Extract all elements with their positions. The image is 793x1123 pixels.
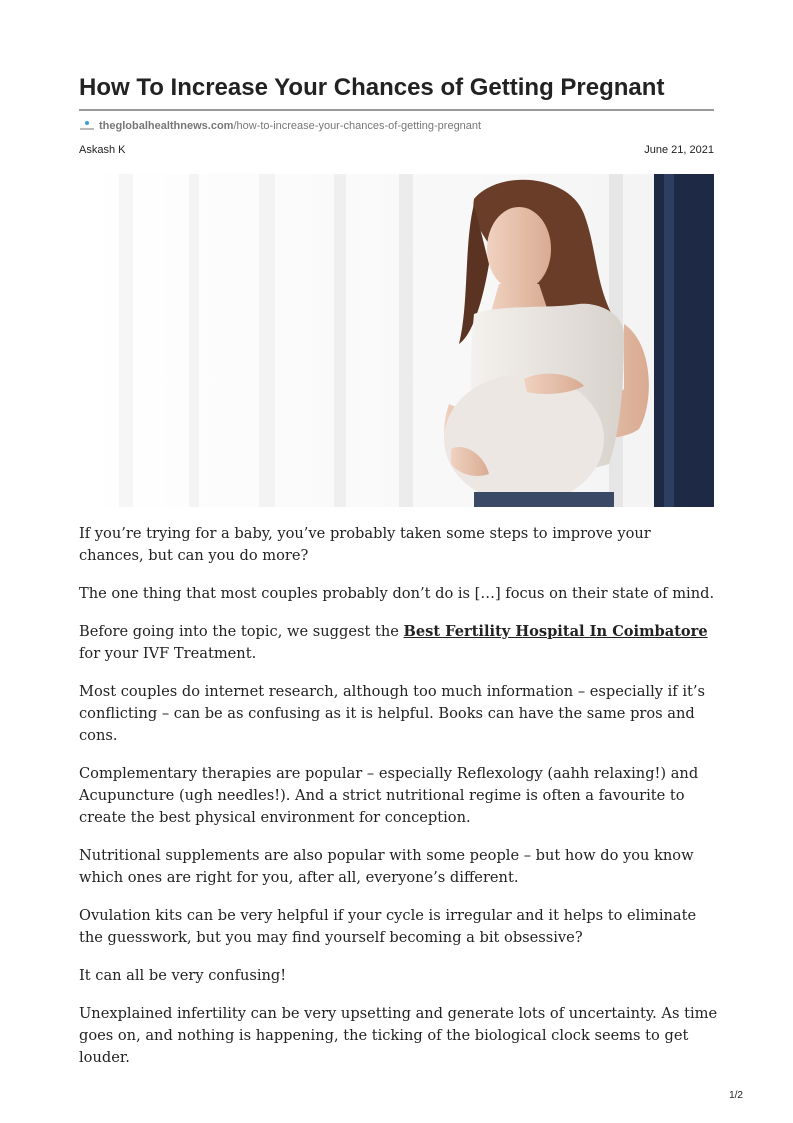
title-divider	[79, 109, 714, 111]
article-author: Askash K	[79, 144, 126, 156]
paragraph-text: for your IVF Treatment.	[79, 645, 257, 662]
site-favicon-icon	[79, 120, 95, 132]
page-title: How To Increase Your Chances of Getting Pregnant	[79, 74, 665, 101]
hero-image	[79, 174, 714, 507]
paragraph	[79, 621, 719, 665]
article-date: June 21, 2021	[644, 144, 714, 156]
source-domain[interactable]: theglobalhealthnews.com	[99, 120, 234, 132]
paragraph: Nutritional supplements are also popular with some people – but how do you know which ones are right for you, after all, everyone’s different.	[79, 847, 694, 886]
paragraph: Unexplained infertility can be very upsetting and generate lots of uncertainty. As time goes on, and nothing is happening, the ticking of the biological clock seems to get louder.	[79, 1005, 718, 1066]
source-line[interactable]	[79, 118, 481, 134]
paragraph: Most couples do internet research, although too much information – especially if it’s conflicting – can be as confusing as it is helpful. Books can have the same pros and cons.	[79, 683, 705, 744]
pregnant-woman-photo-icon	[79, 174, 714, 507]
paragraph-text: Before going into the topic, we suggest the	[79, 623, 404, 640]
source-path[interactable]: /how-to-increase-your-chances-of-getting-pregnant	[233, 120, 482, 132]
paragraph: It can all be very confusing!	[79, 967, 287, 984]
paragraph: The one thing that most couples probably don’t do is […] focus on their state of mind.	[79, 585, 715, 602]
fertility-hospital-link[interactable]: Best Fertility Hospital In Coimbatore	[403, 623, 708, 640]
article-body	[79, 523, 719, 1085]
paragraph: Complementary therapies are popular – especially Reflexology (aahh relaxing!) and Acupuncture (ugh needles!). And a strict nutritional regime is often a favourite to create the best physical environment for conception.	[79, 765, 699, 826]
paragraph: If you’re trying for a baby, you’ve probably taken some steps to improve your chances, but can you do more?	[79, 525, 651, 564]
paragraph: Ovulation kits can be very helpful if your cycle is irregular and it helps to eliminate the guesswork, but you may find yourself becoming a bit obsessive?	[79, 907, 697, 946]
page-number: 1/2	[729, 1090, 743, 1101]
